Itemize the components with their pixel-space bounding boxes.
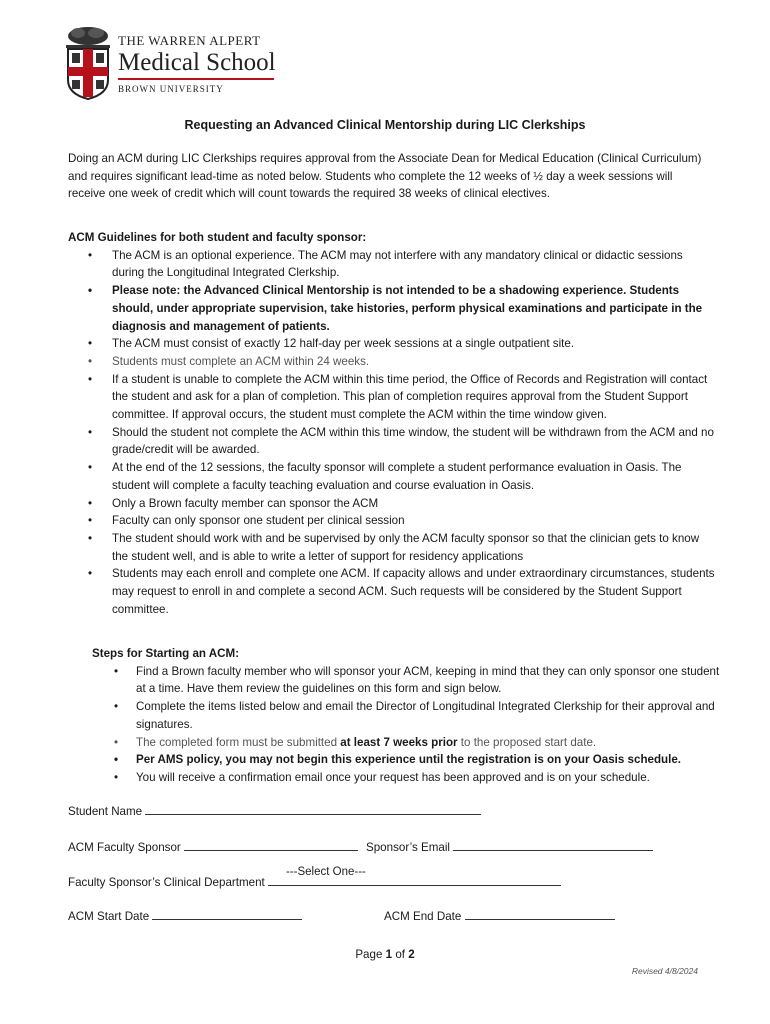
department-select-value[interactable]: ---Select One--- bbox=[286, 866, 366, 878]
student-name-field[interactable] bbox=[145, 802, 481, 815]
intro-paragraph: Doing an ACM during LIC Clerkships requires approval from the Associate Dean for Medical Education (Clinical Curriculum) and requires significant lead-time as noted below. Students who complete the 12 weeks of ½ day a week sessions will receive one week of credit which will count towards the required 38 weeks of clinical electives. bbox=[68, 152, 702, 200]
end-date-row bbox=[384, 907, 615, 923]
step-item: • Per AMS policy, you may not begin this experience until the registration is on your Oasis schedule. bbox=[92, 751, 722, 769]
sponsor-email-label: Sponsor’s Email bbox=[366, 841, 450, 854]
step-item: • Find a Brown faculty member who will sponsor your ACM, keeping in mind that they can only sponsor one student at a time. Have them review the guidelines on this form and sign below. bbox=[92, 663, 722, 698]
guideline-item: • Please note: the Advanced Clinical Mentorship is not intended to be a shadowing experience. Students should, under appropriate supervision, take histories, perform physical examinations and participate in the diagnosis and management of patients. bbox=[68, 282, 718, 335]
faculty-sponsor-field[interactable] bbox=[184, 838, 358, 851]
step-text-bold: at least 7 weeks prior bbox=[340, 735, 458, 749]
page-number-prefix: Page bbox=[355, 948, 386, 961]
faculty-sponsor-label: ACM Faculty Sponsor bbox=[68, 841, 181, 854]
faculty-sponsor-row bbox=[68, 838, 358, 854]
page-current: 1 bbox=[385, 948, 393, 961]
guideline-item: • The ACM must consist of exactly 12 half-day per week sessions at a single outpatient site. bbox=[68, 335, 718, 353]
department-label: Faculty Sponsor’s Clinical Department bbox=[68, 876, 265, 889]
end-date-field[interactable] bbox=[465, 907, 615, 920]
guideline-item: • The ACM is an optional experience. The ACM may not interfere with any mandatory clinical or didactic sessions during the Longitudinal Integrated Clerkship. bbox=[68, 247, 718, 282]
student-name-label: Student Name bbox=[68, 805, 143, 818]
guideline-item: • At the end of the 12 sessions, the faculty sponsor will complete a student performance evaluation in Oasis. The student will complete a faculty teaching evaluation and course evaluation in Oasis. bbox=[68, 459, 718, 494]
page-number-mid: of bbox=[392, 948, 409, 961]
logo-divider bbox=[118, 78, 274, 80]
guideline-item: • Only a Brown faculty member can sponsor the ACM bbox=[68, 495, 718, 513]
guideline-item: • Students may each enroll and complete one ACM. If capacity allows and under extraordinary circumstances, students may request to enroll in and complete a second ACM. Such requests will be considered by the Student Support committee. bbox=[68, 565, 718, 618]
step-text: The completed form must be submitted bbox=[136, 735, 341, 749]
page-total: 2 bbox=[408, 948, 415, 961]
guidelines-list bbox=[68, 247, 718, 619]
start-date-field[interactable] bbox=[152, 907, 302, 920]
step-item: • Complete the items listed below and email the Director of Longitudinal Integrated Clerkship for their approval and signatures. bbox=[92, 698, 722, 733]
guideline-item: • Should the student not complete the ACM within this time window, the student will be withdrawn from the ACM and no grade/credit will be awarded. bbox=[68, 424, 718, 459]
step-text: to the proposed start date. bbox=[457, 735, 597, 749]
steps-list bbox=[92, 663, 722, 787]
logo-line-3: BROWN UNIVERSITY bbox=[118, 84, 224, 94]
sponsor-email-row bbox=[366, 838, 653, 854]
guideline-item: • If a student is unable to complete the ACM within this time period, the Office of Records and Registration will contact the student and ask for a plan of completion. This plan of completion requires approval from the Student Support committee. If approval occurs, the student must complete the ACM within the time window given. bbox=[68, 371, 718, 424]
end-date-label: ACM End Date bbox=[384, 910, 462, 923]
school-logo bbox=[64, 24, 304, 102]
document-title: Requesting an Advanced Clinical Mentorship during LIC Clerkships bbox=[184, 118, 586, 132]
steps-heading: Steps for Starting an ACM: bbox=[92, 647, 240, 660]
student-name-row bbox=[68, 802, 481, 818]
logo-line-1: THE WARREN ALPERT bbox=[118, 33, 261, 48]
revised-date: Revised 4/8/2024 bbox=[631, 966, 698, 976]
guidelines-heading: ACM Guidelines for both student and faculty sponsor: bbox=[68, 231, 367, 244]
step-item: • You will receive a confirmation email once your request has been approved and is on your schedule. bbox=[92, 769, 722, 787]
guideline-item: • Students must complete an ACM within 24 weeks. bbox=[68, 353, 718, 371]
start-date-label: ACM Start Date bbox=[68, 910, 150, 923]
start-date-row bbox=[68, 907, 302, 923]
guideline-item: • The student should work with and be supervised by only the ACM faculty sponsor so that the clinician gets to know the student well, and is able to write a letter of support for residency applications bbox=[68, 530, 718, 565]
shield-crest-icon bbox=[64, 24, 112, 100]
sponsor-email-field[interactable] bbox=[453, 838, 653, 851]
page-number bbox=[0, 948, 770, 961]
step-item bbox=[92, 734, 722, 752]
logo-line-2: Medical School bbox=[118, 49, 276, 76]
steps-section bbox=[92, 645, 722, 787]
guidelines-section bbox=[68, 229, 718, 618]
guideline-item: • Faculty can only sponsor one student per clinical session bbox=[68, 512, 718, 530]
